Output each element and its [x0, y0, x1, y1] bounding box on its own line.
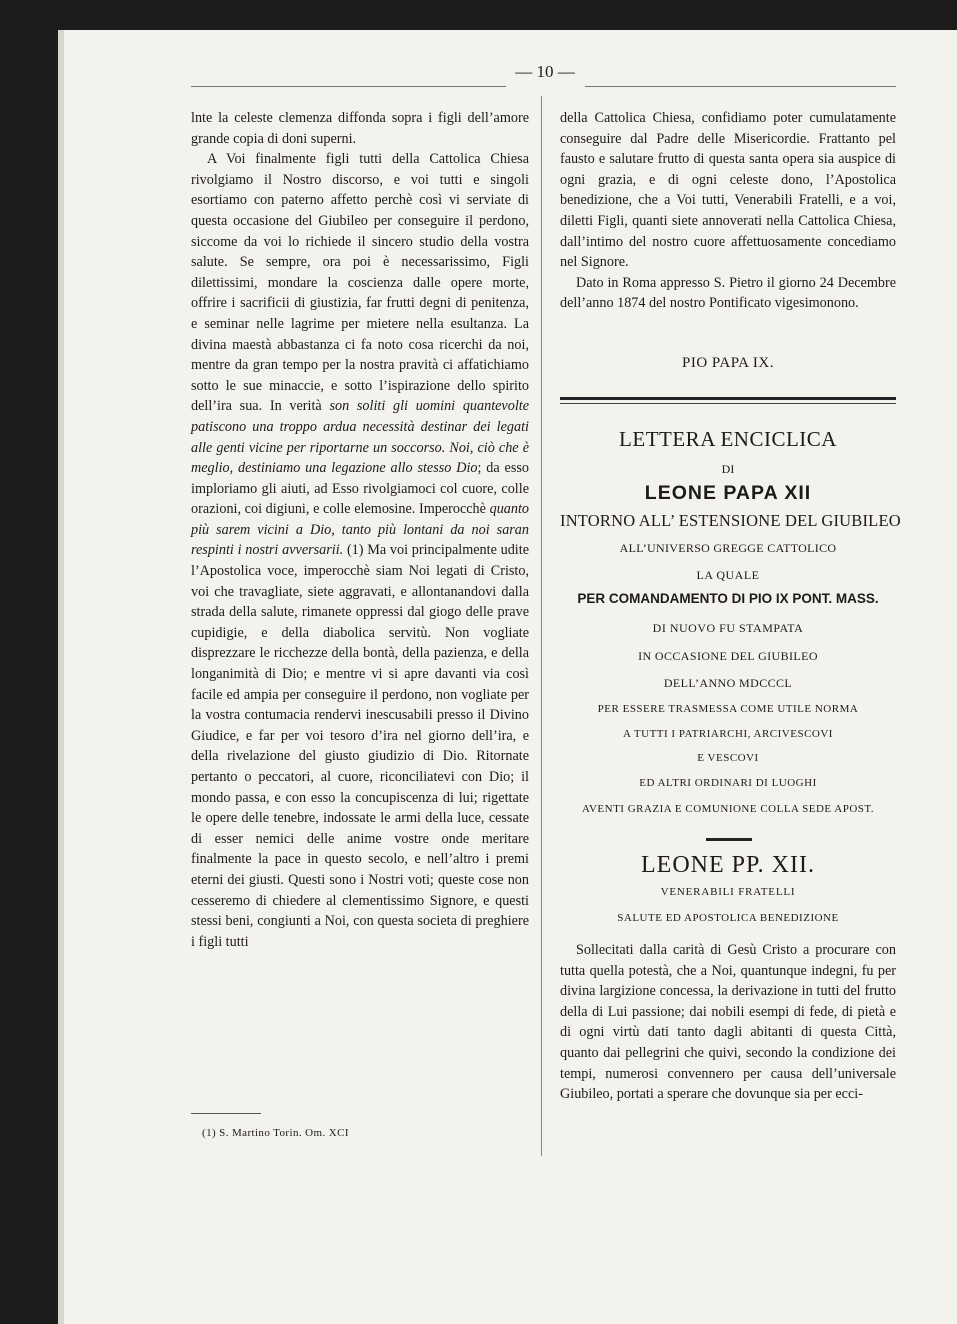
heading-di-nuovo: DI NUOVO FU STAMPATA — [652, 621, 804, 635]
right-column-top — [560, 108, 896, 314]
left-italic-quote-2: quanto più sarem vicini a Dio, tanto più lontani da noi saran respinti i nostri avversarii. — [191, 501, 530, 559]
heading-aventi: AVENTI GRAZIA E COMUNIONE COLLA SEDE APOST. — [581, 803, 875, 815]
right-column-body — [560, 940, 896, 1105]
heading-in-occasione: IN OCCASIONE DEL GIUBILEO — [638, 649, 818, 663]
left-paragraph-2c-text: (1) Ma voi principalmente udite l’Apostolica voce, imperocchè siam Noi legati di Cristo, voi che travagliate, siete aggravati, e allontanandovi dalla strada della salute, rimanete oppressi dal giogo delle prave cupidigie, e della diabolica servitù. Non vogliate disprezzare le ricchezze della bontà, della pazienza, e della longanimità di Dio; e mentre vi si apre davanti via così facile ed ampia per conseguire il perdono, non vogliate per la vostra contumacia rendervi inescusabili presso il Divino Giudice, e far per voi tesoro d’ira nel giorno dell’ira, e della rivelazione del giusto giudizio di Dio. Ritornate pertanto o peccatori, al cuore, riconciliatevi con Dio; il mondo passa, e con esso la concupiscenza di lui; rigettate le opere delle tenebre, indossate le armi della luce, cessate di esser nemici delle anime vostre onde meritare finalmente la pace in questo secolo, e nell’altro i premi eterni dei giusti. Questi sono i Nostri voti; queste cose non cesseremo di chiedere al clementissimo Signore, e questi stessi beni, congiunti a Noi, con questa societa di preghiere i figli tutti — [191, 542, 529, 950]
short-rule — [706, 838, 752, 841]
heading-leone-pp: LEONE PP. XII. — [641, 852, 815, 878]
left-paragraph-2-text: A Voi finalmente figli tutti della Cattolica Chiesa rivolgiamo il Nostro discorso, e voi tutti e singoli esortiamo con paterno affetto perchè così vi serviate di questa occasione del Giubileo per conseguire il perdono, siccome da voi lo richiede il sincero studio della vostra salute. Se sempre, ora poi è necessarissimo, Figli dilettissimi, mondare la coscienza dalle opere morte, offrire i sacrificii di giustizia, far frutti degni di penitenza, e seminar nelle lagrime per mietere nella esultanza. La divina maestà abbastanza ci fa noto cosa ricerchi da noi, mentre da gran tempo per la nostra pravità ci affatichiamo sotto le sue minaccie, e sotto l’ispirazione dello spirito dell’ira sua. In verità — [191, 151, 529, 415]
left-paragraph-1: lnte la celeste clemenza diffonda sopra i figli dell’amore grande copia di doni superni. — [191, 110, 529, 147]
heading-universo-gregge: ALL’UNIVERSO GREGGE CATTOLICO — [619, 541, 837, 555]
footnote: (1) S. Martino Torin. Om. XCI — [202, 1127, 349, 1139]
heading-leone-papa: LEONE PAPA XII — [644, 482, 812, 504]
heading-per-essere: PER ESSERE TRASMESSA COME UTILE NORMA — [597, 703, 859, 715]
left-paragraph-2 — [191, 149, 529, 952]
heading-la-quale: LA QUALE — [696, 568, 760, 582]
header-rule-left — [191, 86, 506, 87]
right-paragraph-1: della Cattolica Chiesa, confidiamo poter cumulatamente conseguire dal Padre delle Misericordie. Frattanto pel fausto e salutare frutto di questa santa opera sia auspice di ogni grazia, e di ogni celeste dono, l’Apostolica benedizione, che a Voi tutti, Venerabili Fratelli, e a voi, diletti Figli, quanti siete annoverati nella Cattolica Chiesa, dall’intimo del nostro cuore affettuosamente concediamo nel Signore. — [560, 110, 896, 271]
section-rule-thick — [560, 397, 896, 400]
heading-lettera-enciclica: LETTERA ENCICLICA — [619, 427, 837, 451]
page-number: — 10 — — [515, 62, 575, 81]
footnote-rule — [191, 1113, 261, 1114]
column-divider — [541, 96, 542, 1156]
heading-e-vescovi: E VESCOVI — [697, 752, 759, 764]
left-italic-quote-1: son soliti gli uomini quantevolte patiscono una troppo ardua necessità destinar dei legati alle genti vicine per riportarne un soccorso. Noi, ciò che è meglio, destiniamo una legazione allo stesso Dio — [191, 398, 530, 477]
page-edge — [58, 30, 64, 1324]
heading-salute: SALUTE ED APOSTOLICA BENEDIZIONE — [617, 912, 839, 924]
left-paragraph-2b-text: ; da esso imploriamo gli aiuti, ad Esso rivolgiamoci col cuore, colle orazioni, coi digiuni, e colle elemosine. Imperocchè — [191, 460, 529, 518]
heading-venerabili-fratelli: VENERABILI FRATELLI — [660, 886, 796, 898]
right-paragraph-2: Dato in Roma appresso S. Pietro il giorno 24 Decembre dell’anno 1874 del nostro Pontificato vigesimonono. — [560, 274, 896, 312]
heading-ed-altri: ED ALTRI ORDINARI DI LUOGHI — [639, 777, 817, 789]
right-paragraph-3: Sollecitati dalla carità di Gesù Cristo a procurare con tutta quella potestà, che a Noi, quantunque indegni, fu per divina largizione concessa, la derivazione in tutti del frutto della di Lui passione; dai nobili esempi di fede, di pietà e di ogni virtù dati tanto dagli abitanti di questa Città, quanto dai pellegrini che quivi, secondo la condizione dei tempi, numerosi convennero per causa dell’universale Giubileo, portati a sperare che dovunque sia per ecci- — [560, 942, 896, 1103]
section-rule-thin — [560, 403, 896, 404]
heading-intorno: INTORNO ALL’ ESTENSIONE DEL GIUBILEO — [560, 511, 901, 530]
heading-dell-anno: DELL’ANNO MDCCCL — [663, 676, 793, 690]
heading-a-tutti: A TUTTI I PATRIARCHI, ARCIVESCOVI — [623, 728, 833, 740]
left-column — [191, 108, 529, 952]
header-rule-right — [585, 86, 896, 87]
heading-per-comandamento: PER COMANDAMENTO DI PIO IX PONT. MASS. — [577, 591, 879, 606]
heading-di: DI — [721, 462, 735, 476]
signature: PIO PAPA IX. — [681, 355, 774, 371]
